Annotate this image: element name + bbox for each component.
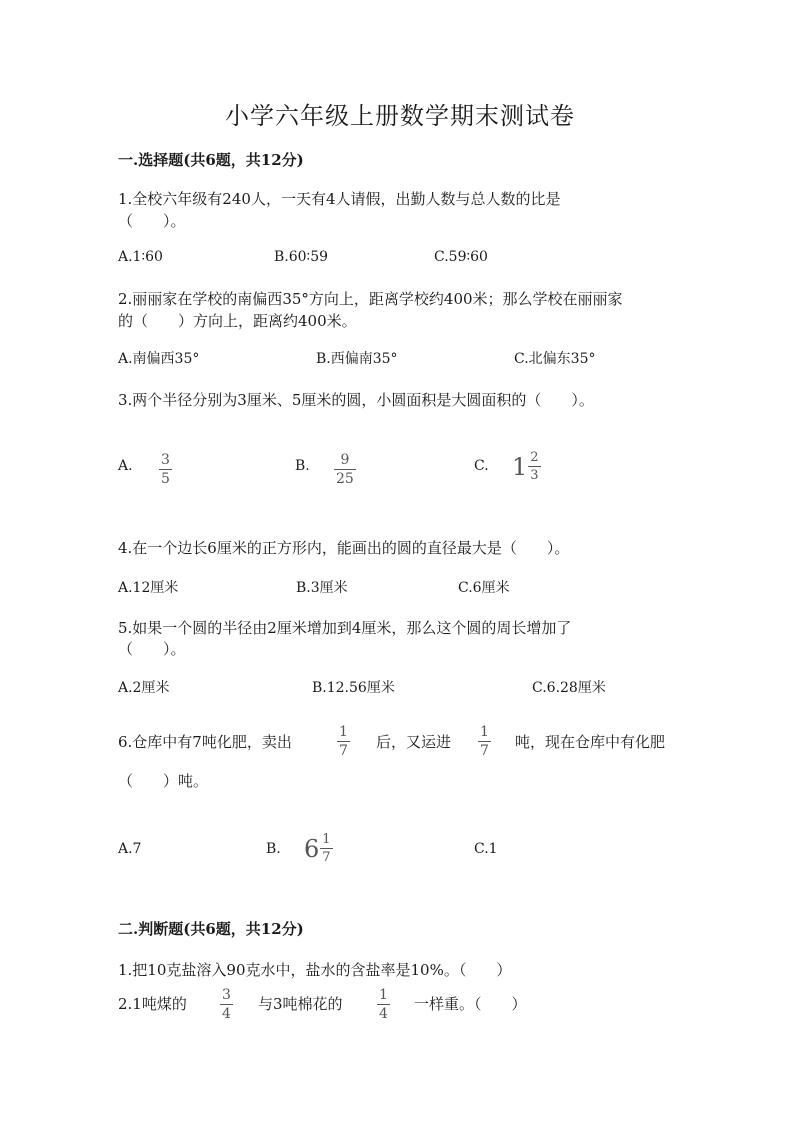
judgement-2-text-part2: 与3吨棉花的 bbox=[258, 995, 343, 1013]
question-1-blank: （ ）。 bbox=[118, 212, 186, 230]
question-6-option-b-mixed-number bbox=[304, 833, 333, 864]
question-2-option-b[interactable]: B.西偏南35° bbox=[316, 351, 398, 367]
fraction-numerator: 2 bbox=[530, 450, 539, 465]
question-6-blank: （ ）吨。 bbox=[118, 772, 209, 790]
question-6-fraction-sold bbox=[337, 725, 350, 758]
mixed-fraction bbox=[320, 833, 332, 864]
question-1-text: 1.全校六年级有240人，一天有4人请假，出勤人数与总人数的比是 bbox=[118, 190, 561, 208]
fraction-numerator: 1 bbox=[379, 987, 388, 1003]
question-4-option-b[interactable]: B.3厘米 bbox=[296, 580, 348, 596]
judgement-2-fraction-cotton bbox=[377, 988, 390, 1021]
mixed-whole: 6 bbox=[304, 834, 320, 863]
question-2-option-a[interactable]: A.南偏西35° bbox=[118, 351, 200, 367]
judgement-1-text: 1.把10克盐溶入90克水中，盐水的含盐率是10%。（ ） bbox=[118, 961, 512, 979]
question-6-fraction-added bbox=[478, 725, 491, 758]
fraction-numerator: 1 bbox=[322, 832, 331, 847]
question-4-option-c[interactable]: C.6厘米 bbox=[458, 580, 510, 596]
mixed-fraction bbox=[528, 451, 540, 482]
fraction-denominator: 7 bbox=[322, 850, 331, 865]
fraction-denominator: 5 bbox=[161, 471, 170, 487]
fraction-denominator: 4 bbox=[222, 1006, 231, 1022]
question-3-option-b[interactable]: B. bbox=[295, 458, 310, 474]
fraction-denominator: 3 bbox=[530, 468, 539, 483]
question-4-text: 4.在一个边长6厘米的正方形内，能画出的圆的直径最大是（ ）。 bbox=[118, 539, 570, 557]
question-6-option-c[interactable]: C.1 bbox=[474, 841, 498, 857]
fraction-numerator: 3 bbox=[222, 987, 231, 1003]
judgement-2-text-part3: 一样重。（ ） bbox=[414, 995, 527, 1013]
question-5-option-c[interactable]: C.6.28厘米 bbox=[532, 680, 606, 696]
judgement-2-text-part1: 2.1吨煤的 bbox=[118, 995, 187, 1013]
question-1-option-c[interactable]: C.59∶60 bbox=[434, 249, 488, 265]
question-2-text: 2.丽丽家在学校的南偏西35°方向上，距离学校约400米；那么学校在丽丽家 bbox=[118, 290, 623, 308]
question-3-text: 3.两个半径分别为3厘米、5厘米的圆，小圆面积是大圆面积的（ ）。 bbox=[118, 391, 594, 409]
fraction-numerator: 1 bbox=[480, 724, 489, 740]
question-3-option-a[interactable]: A. bbox=[118, 458, 133, 474]
fraction-numerator: 9 bbox=[340, 452, 350, 468]
question-1-option-b[interactable]: B.60∶59 bbox=[274, 249, 329, 265]
question-2-option-c[interactable]: C.北偏东35° bbox=[514, 351, 596, 367]
fraction-numerator: 1 bbox=[339, 724, 348, 740]
question-5-option-b[interactable]: B.12.56厘米 bbox=[312, 680, 395, 696]
question-5-option-a[interactable]: A.2厘米 bbox=[118, 680, 170, 696]
question-3-option-b-fraction bbox=[334, 453, 356, 486]
question-2-blank: 的（ ）方向上，距离约400米。 bbox=[118, 312, 357, 330]
fraction-numerator: 3 bbox=[161, 452, 170, 468]
question-6-text-part3: 吨，现在仓库中有化肥 bbox=[515, 733, 666, 751]
fraction-denominator: 7 bbox=[480, 743, 489, 759]
fraction-denominator: 25 bbox=[336, 471, 354, 487]
question-6-option-b[interactable]: B. bbox=[266, 841, 281, 857]
question-6-option-a[interactable]: A.7 bbox=[118, 841, 142, 857]
page-title: 小学六年级上册数学期末测试卷 bbox=[225, 102, 575, 130]
question-3-option-c-mixed-number bbox=[512, 451, 541, 482]
question-1-option-a[interactable]: A.1∶60 bbox=[118, 249, 163, 265]
question-5-blank: （ ）。 bbox=[118, 640, 186, 658]
question-6-text-part2: 后，又运进 bbox=[376, 733, 452, 751]
question-4-option-a[interactable]: A.12厘米 bbox=[118, 580, 179, 596]
question-5-text: 5.如果一个圆的半径由2厘米增加到4厘米，那么这个圆的周长增加了 bbox=[118, 619, 572, 637]
question-3-option-a-fraction bbox=[159, 453, 172, 486]
judgement-2-fraction-coal bbox=[220, 988, 233, 1021]
mixed-whole: 1 bbox=[512, 452, 528, 481]
question-3-option-c[interactable]: C. bbox=[474, 458, 489, 474]
fraction-denominator: 7 bbox=[339, 743, 348, 759]
fraction-denominator: 4 bbox=[379, 1006, 388, 1022]
section-heading-choice: 一.选择题(共6题，共12分) bbox=[118, 151, 304, 169]
section-heading-judgement: 二.判断题(共6题，共12分) bbox=[118, 920, 304, 938]
question-6-text-part1: 6.仓库中有7吨化肥，卖出 bbox=[118, 733, 292, 751]
